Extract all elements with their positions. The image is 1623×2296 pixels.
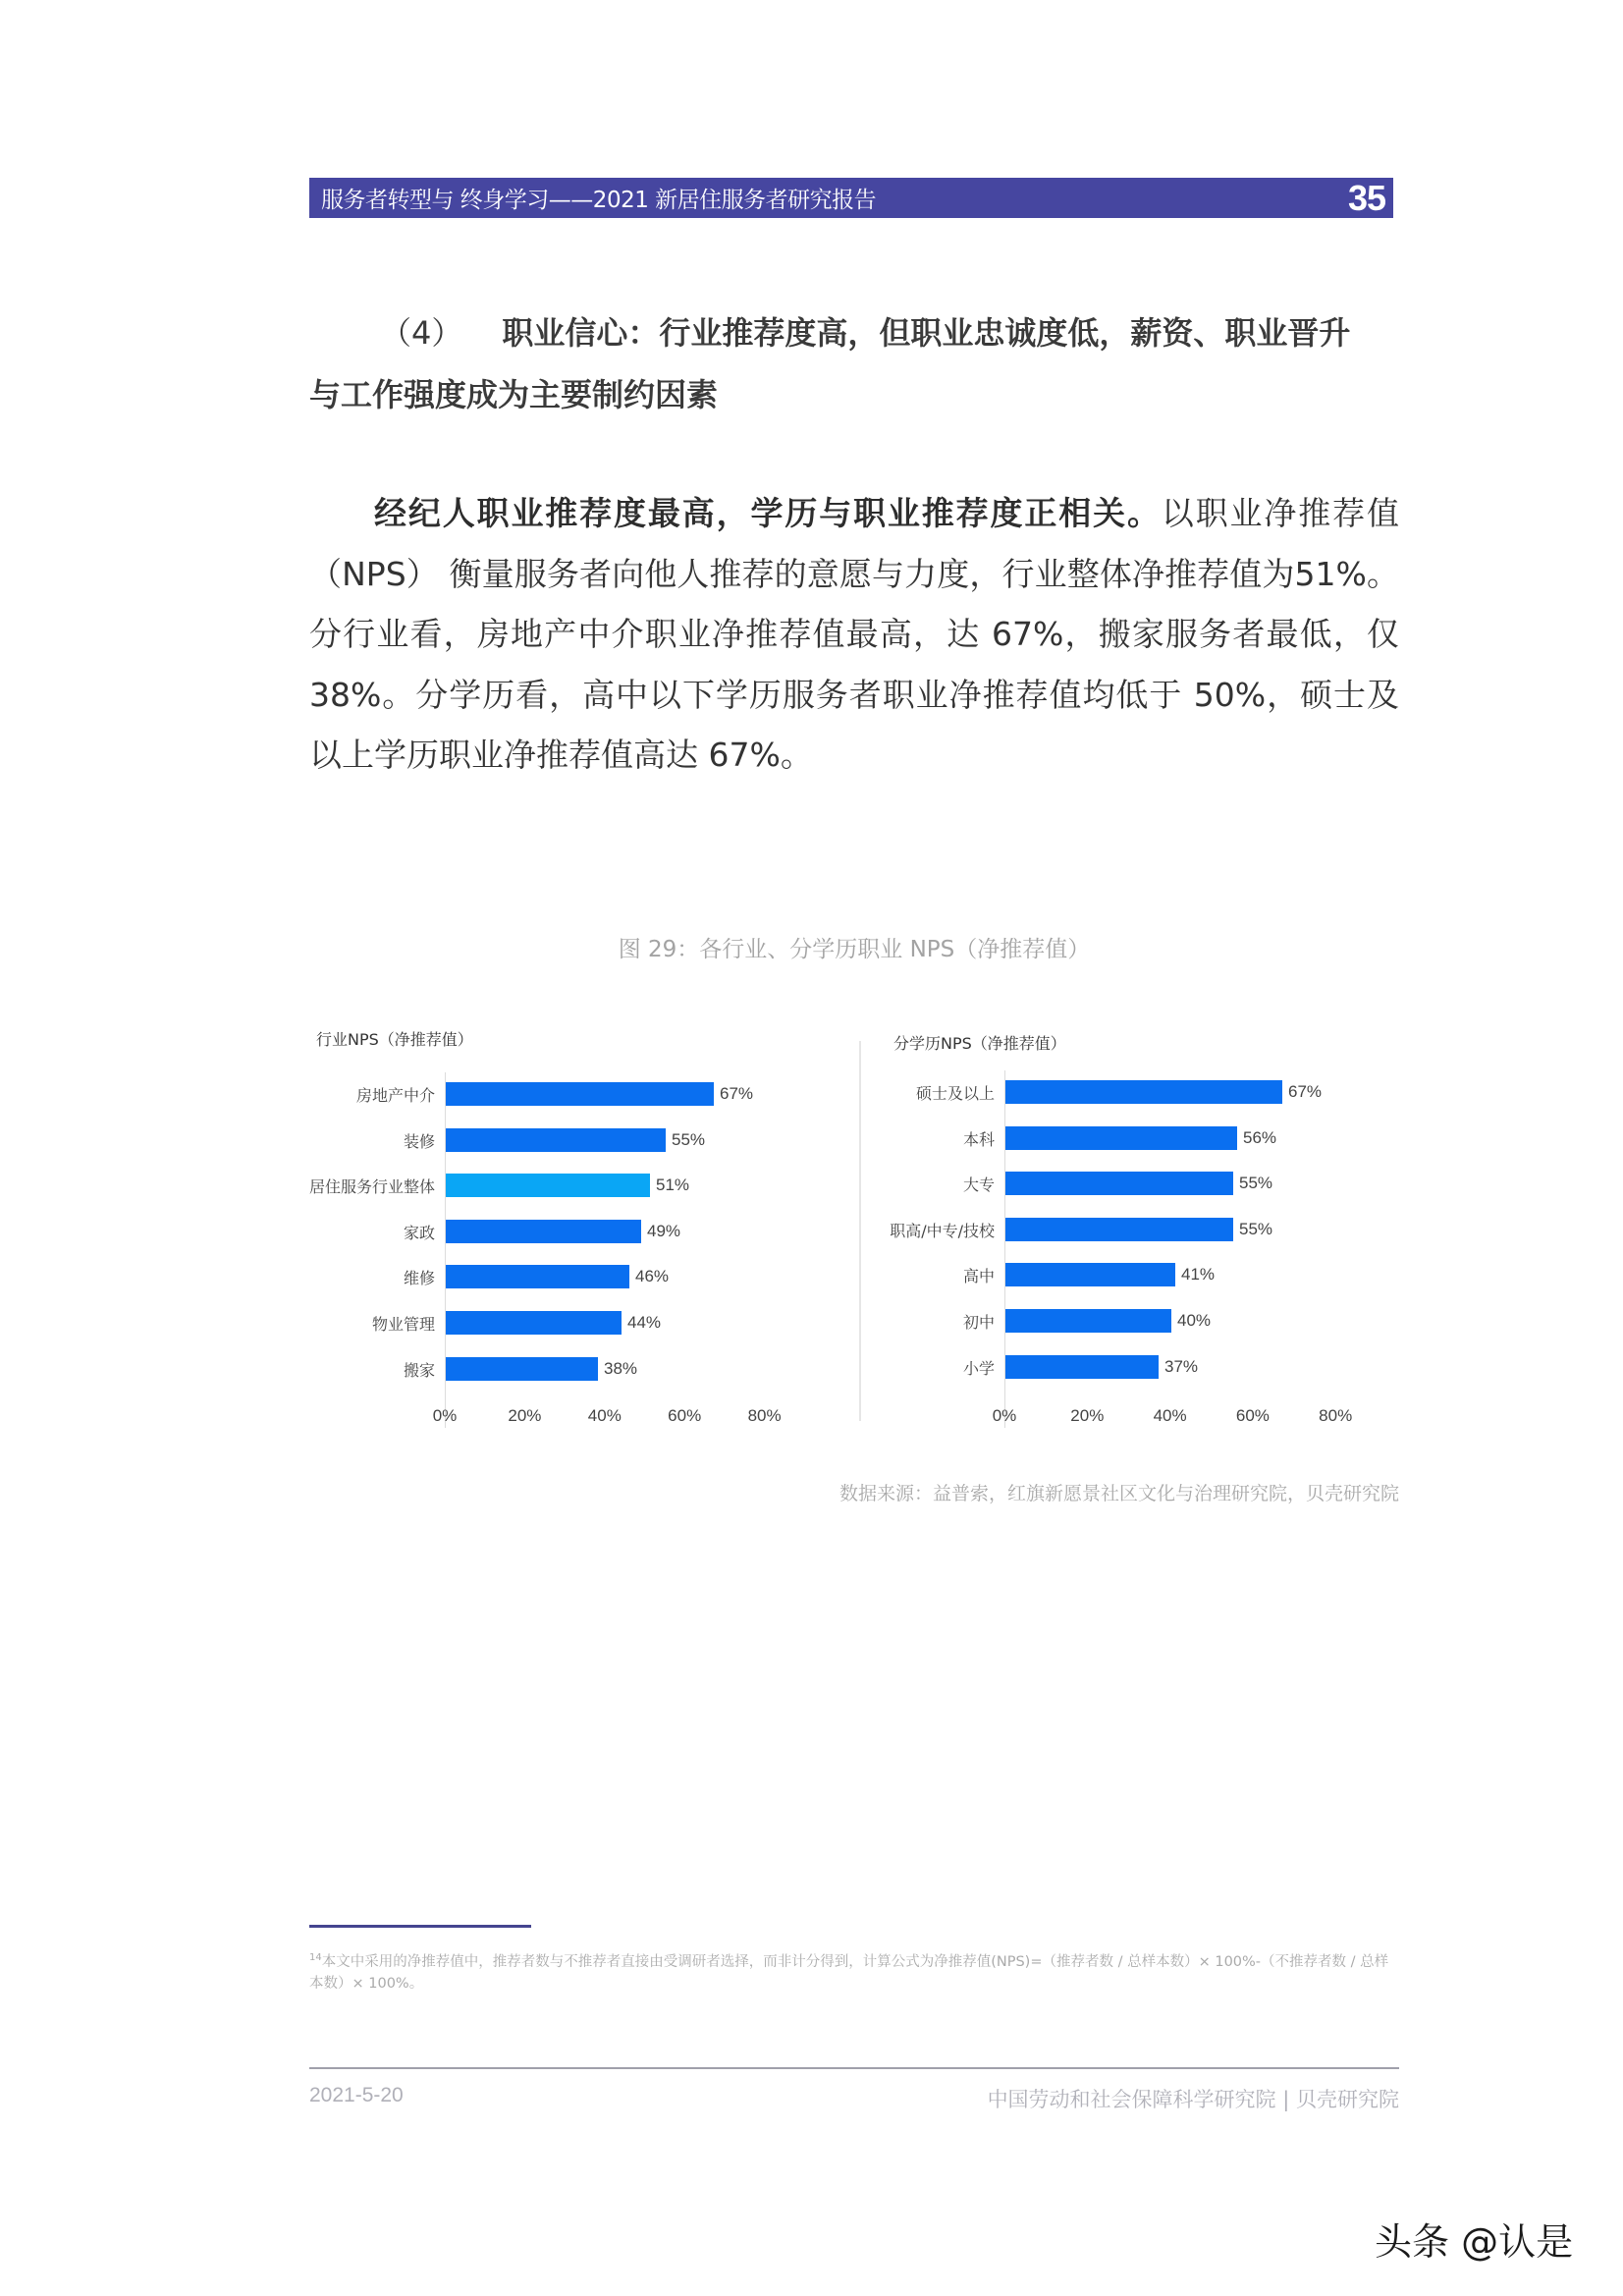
value-label: 55%	[1239, 1219, 1273, 1238]
footnote-rule	[309, 1925, 531, 1928]
data-source: 数据来源：益普索，红旗新愿景社区文化与治理研究院，贝壳研究院	[839, 1483, 1399, 1504]
chart-divider	[859, 1041, 861, 1421]
x-tick-label: 60%	[1235, 1406, 1270, 1425]
x-tick-label: 20%	[1070, 1406, 1105, 1425]
category-label: 物业管理	[371, 1315, 435, 1334]
report-title: 服务者转型与 终身学习——2021 新居住服务者研究报告	[321, 188, 877, 213]
value-label: 40%	[1177, 1311, 1212, 1330]
category-label: 硕士及以上	[915, 1084, 995, 1103]
x-tick-label: 0%	[992, 1406, 1017, 1425]
bar	[1005, 1355, 1159, 1379]
x-tick-label: 40%	[1153, 1406, 1187, 1425]
bar	[1005, 1080, 1282, 1104]
page-number: 35	[1347, 177, 1385, 218]
footer-organization: 中国劳动和社会保障科学研究院 | 贝壳研究院	[987, 2088, 1399, 2111]
category-label: 搬家	[403, 1360, 435, 1380]
value-label: 49%	[647, 1221, 681, 1240]
bar	[446, 1265, 629, 1288]
chart-title: 分学历NPS（净推荐值）	[893, 1034, 1066, 1053]
bar	[446, 1174, 650, 1197]
bar	[446, 1082, 714, 1106]
bar	[446, 1128, 666, 1152]
x-tick-label: 20%	[508, 1406, 542, 1425]
header-bar	[309, 178, 1393, 218]
watermark: 头条 @认是	[1375, 2220, 1574, 2264]
bar	[1005, 1218, 1233, 1241]
bar	[446, 1357, 598, 1381]
footnote-marker: 14	[309, 1952, 322, 1963]
value-label: 67%	[1288, 1082, 1323, 1101]
bar	[446, 1220, 641, 1243]
figure-caption: 图 29：各行业、分学历职业 NPS（净推荐值）	[618, 937, 1091, 962]
x-tick-label: 80%	[1319, 1406, 1353, 1425]
category-label: 装修	[403, 1131, 435, 1151]
category-label: 高中	[962, 1267, 995, 1286]
value-label: 37%	[1164, 1356, 1199, 1376]
x-tick-label: 60%	[668, 1406, 702, 1425]
value-label: 55%	[1239, 1174, 1273, 1193]
category-label: 维修	[403, 1269, 435, 1288]
category-label: 家政	[403, 1223, 435, 1242]
value-label: 44%	[627, 1313, 662, 1332]
bar	[1005, 1263, 1175, 1286]
category-label: 初中	[962, 1313, 995, 1332]
value-label: 56%	[1243, 1127, 1277, 1147]
x-tick-label: 0%	[432, 1406, 458, 1425]
category-label: 房地产中介	[355, 1086, 435, 1105]
x-tick-label: 40%	[587, 1406, 622, 1425]
value-label: 55%	[672, 1129, 706, 1149]
bar	[1005, 1126, 1237, 1150]
value-label: 67%	[720, 1084, 754, 1103]
category-label: 小学	[962, 1358, 995, 1378]
category-label: 本科	[962, 1129, 995, 1149]
value-label: 38%	[604, 1358, 638, 1378]
value-label: 51%	[656, 1175, 690, 1195]
category-label: 职高/中专/技校	[890, 1221, 995, 1240]
footnote-text: 本文中采用的净推荐值中，推荐者数与不推荐者直接由受调研者选择，而非计分得到，计算公式为净推荐值(NPS)=（推荐者数 / 总样本数）× 100%-（不推荐者数 / 总样本数）× 100%。	[309, 1954, 1389, 1992]
footer-date: 2021-5-20	[309, 2084, 404, 2106]
paragraph-lead: 经纪人职业推荐度最高，学历与职业推荐度正相关。	[374, 494, 1162, 532]
chart-title: 行业NPS（净推荐值）	[316, 1030, 473, 1049]
value-label: 41%	[1181, 1265, 1216, 1285]
category-label: 居住服务行业整体	[308, 1177, 435, 1197]
paragraph-body: 以职业净推荐值（NPS） 衡量服务者向他人推荐的意愿与力度，行业整体净推荐值为51%。分行业看，房地产中介职业净推荐值最高，达 67%，搬家服务者最低，仅 38%。分学历看，高中以下学历服务者职业净推荐值均低于 50%，硕士及以上学历职业净推荐值高达 67%。	[309, 494, 1400, 774]
value-label: 46%	[635, 1267, 670, 1286]
bar	[1005, 1309, 1171, 1333]
section-number: （4）	[380, 314, 463, 352]
x-tick-label: 80%	[747, 1406, 782, 1425]
heading-line-2: 与工作强度成为主要制约因素	[309, 376, 719, 413]
bar	[1005, 1172, 1233, 1195]
body-paragraph	[309, 483, 1399, 786]
section-heading	[309, 302, 1399, 426]
category-label: 大专	[962, 1175, 995, 1195]
footnote	[309, 1947, 1399, 1995]
bar	[446, 1311, 622, 1335]
heading-line-1: 职业信心：行业推荐度高，但职业忠诚度低，薪资、职业晋升	[502, 314, 1351, 352]
footer-rule	[309, 2067, 1399, 2069]
